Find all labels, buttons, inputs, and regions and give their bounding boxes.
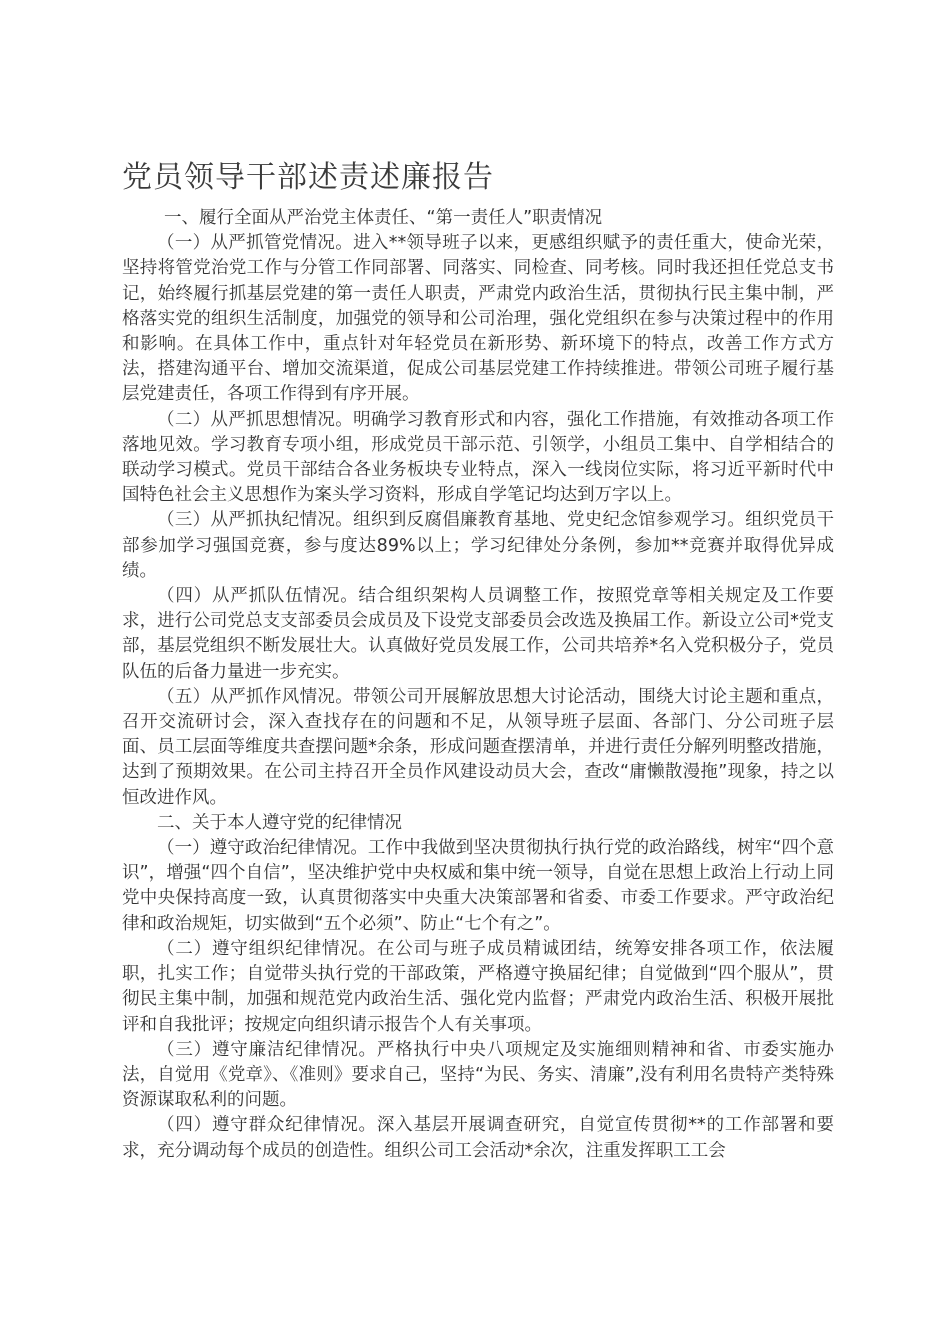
paragraph: （四）遵守群众纪律情况。深入基层开展调查研究，自觉宣传贯彻**的工作部署和要求，充分调动每个成员的创造性。组织公司工会活动*余次，注重发挥职工工会 bbox=[122, 1115, 834, 1161]
paragraph: （三）从严抓执纪情况。组织到反腐倡廉教育基地、党史纪念馆参观学习。组织党员干部参加学习强国竞赛，参与度达89%以上；学习纪律处分条例，参加**竞赛并取得优异成绩。 bbox=[122, 510, 834, 581]
paragraph: （一）遵守政治纪律情况。工作中我做到坚决贯彻执行执行党的政治路线，树牢“四个意识”，增强“四个自信”，坚决维护党中央权威和集中统一领导，自觉在思想上政治上行动上同党中央保持高度一致，认真贯彻落实中央重大决策部署和省委、市委工作要求。严守政治纪律和政治规矩，切实做到“五个必须”、防止“七个有之”。 bbox=[122, 838, 834, 934]
paragraph: （一）从严抓管党情况。进入**领导班子以来，更感组织赋予的责任重大，使命光荣，坚持将管党治党工作与分管工作同部署、同落实、同检查、同考核。同时我还担任党总支书记，始终履行抓基层党建的第一责任人职责，严肃党内政治生活，贯彻执行民主集中制，严格落实党的组织生活制度，加强党的领导和公司治理，强化党组织在参与决策过程中的作用和影响。在具体工作中，重点针对年轻党员在新形势、新环境下的特点，改善工作方式方法，搭建沟通平台、增加交流渠道，促成公司基层党建工作持续推进。带领公司班子履行基层党建责任，各项工作得到有序开展。 bbox=[122, 233, 834, 405]
section-heading-2: 二、关于本人遵守党的纪律情况 bbox=[157, 812, 402, 833]
section-heading-1: 一、履行全面从严治党主体责任、“第一责任人”职责情况 bbox=[164, 208, 603, 228]
paragraph: （三）遵守廉洁纪律情况。严格执行中央八项规定及实施细则精神和省、市委实施办法，自觉用《党章》、《准则》要求自己，坚持“为民、务实、清廉”,没有利用名贵特产类特殊资源谋取私利的问题。 bbox=[122, 1039, 834, 1111]
paragraph: （二）遵守组织纪律情况。在公司与班子成员精诚团结，统筹安排各项工作，依法履职，扎实工作；自觉带头执行党的干部政策，严格遵守换届纪律；自觉做到“四个服从”，贯彻民主集中制，加强和规范党内政治生活、强化党内监督；严肃党内政治生活、积极开展批评和自我批评；按规定向组织请示报告个人有关事项。 bbox=[122, 938, 834, 1035]
document-title: 党员领导干部述责述廉报告 bbox=[122, 160, 494, 195]
document-body bbox=[122, 206, 834, 1164]
paragraph: （五）从严抓作风情况。带领公司开展解放思想大讨论活动，围绕大讨论主题和重点，召开交流研讨会，深入查找存在的问题和不足，从领导班子层面、各部门、分公司班子层面、员工层面等维度共查摆问题*余条，形成问题查摆清单，并进行责任分解列明整改措施，达到了预期效果。在公司主持召开全员作风建设动员大会，查改“庸懒散漫拖”现象，持之以恒改进作风。 bbox=[122, 686, 834, 808]
paragraph: （四）从严抓队伍情况。结合组织架构人员调整工作，按照党章等相关规定及工作要求，进行公司党总支支部委员会成员及下设党支部委员会改选及换届工作。新设立公司*党支部，基层党组织不断发展壮大。认真做好党员发展工作，公司共培养*名入党积极分子，党员队伍的后备力量进一步充实。 bbox=[122, 586, 834, 682]
paragraph: （二）从严抓思想情况。明确学习教育形式和内容，强化工作措施，有效推动各项工作落地见效。学习教育专项小组，形成党员干部示范、引领学，小组员工集中、自学相结合的联动学习模式。党员干部结合各业务板块专业特点，深入一线岗位实际，将习近平新时代中国特色社会主义思想作为案头学习资料，形成自学笔记均达到万字以上。 bbox=[122, 409, 834, 506]
